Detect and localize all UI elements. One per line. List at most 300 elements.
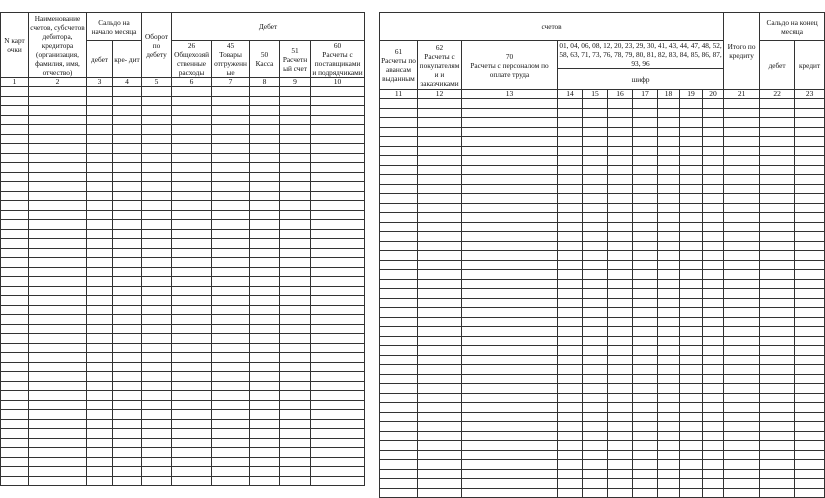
ledger-row xyxy=(380,479,825,489)
ledger-cell xyxy=(87,429,113,439)
ledger-cell xyxy=(608,365,633,375)
ledger-cell xyxy=(795,479,825,489)
accounts-group-header: счетов xyxy=(380,13,724,41)
ledger-cell xyxy=(418,251,462,261)
ledger-row xyxy=(380,422,825,432)
ledger-cell xyxy=(724,222,760,232)
ledger-cell xyxy=(380,184,418,194)
ledger-cell xyxy=(113,210,142,220)
ledger-cell xyxy=(724,355,760,365)
ledger-cell xyxy=(633,479,658,489)
ledger-cell xyxy=(633,327,658,337)
ledger-cell xyxy=(703,137,724,147)
ledger-cell xyxy=(558,232,583,242)
ledger-cell xyxy=(558,99,583,109)
ledger-cell xyxy=(462,137,558,147)
ledger-cell xyxy=(608,241,633,251)
ledger-cell xyxy=(583,412,608,422)
ledger-cell xyxy=(795,336,825,346)
ledger-cell xyxy=(250,457,280,467)
column-number: 14 xyxy=(558,90,583,99)
ledger-cell xyxy=(680,270,703,280)
ledger-cell xyxy=(608,479,633,489)
ledger-cell xyxy=(462,251,558,261)
ledger-cell xyxy=(380,213,418,223)
ledger-cell xyxy=(29,277,87,287)
ledger-cell xyxy=(212,334,250,344)
ledger-cell xyxy=(212,476,250,486)
ledger-cell xyxy=(172,96,212,106)
ledger-cell xyxy=(380,99,418,109)
ledger-cell xyxy=(113,134,142,144)
ledger-cell xyxy=(795,279,825,289)
ledger-cell xyxy=(583,336,608,346)
ledger-cell xyxy=(280,153,311,163)
ledger-cell xyxy=(87,286,113,296)
ledger-cell xyxy=(29,400,87,410)
ledger-cell xyxy=(795,194,825,204)
ledger-cell xyxy=(760,146,795,156)
ledger-cell xyxy=(418,260,462,270)
ledger-cell xyxy=(1,467,29,477)
ledger-cell xyxy=(113,125,142,135)
ledger-cell xyxy=(280,353,311,363)
ledger-cell xyxy=(703,165,724,175)
ledger-cell xyxy=(113,182,142,192)
ledger-cell xyxy=(608,175,633,185)
ledger-row xyxy=(380,213,825,223)
ledger-cell xyxy=(113,296,142,306)
ledger-cell xyxy=(462,118,558,128)
ledger-cell xyxy=(1,248,29,258)
ledger-cell xyxy=(703,99,724,109)
ledger-cell xyxy=(280,125,311,135)
ledger-cell xyxy=(658,270,680,280)
ledger-cell xyxy=(760,279,795,289)
account-45-header xyxy=(212,41,250,78)
ledger-cell xyxy=(280,296,311,306)
ledger-cell xyxy=(583,165,608,175)
ledger-cell xyxy=(212,467,250,477)
ledger-cell xyxy=(658,422,680,432)
ledger-cell xyxy=(558,251,583,261)
ledger-cell xyxy=(583,118,608,128)
ledger-cell xyxy=(280,248,311,258)
ledger-cell xyxy=(558,213,583,223)
ledger-cell xyxy=(558,460,583,470)
ledger-cell xyxy=(87,277,113,287)
ledger-cell xyxy=(311,153,365,163)
ledger-row xyxy=(380,346,825,356)
ledger-cell xyxy=(212,106,250,116)
ledger-cell xyxy=(760,99,795,109)
ledger-cell xyxy=(212,400,250,410)
account-code: 45 xyxy=(226,41,235,50)
ledger-cell xyxy=(172,106,212,116)
ledger-cell xyxy=(462,165,558,175)
ledger-cell xyxy=(212,239,250,249)
ledger-cell xyxy=(1,96,29,106)
ledger-cell xyxy=(29,381,87,391)
ledger-cell xyxy=(311,410,365,420)
ledger-cell xyxy=(311,87,365,97)
ledger-cell xyxy=(250,106,280,116)
ledger-cell xyxy=(608,165,633,175)
ledger-cell xyxy=(212,153,250,163)
ledger-cell xyxy=(703,156,724,166)
ledger-cell xyxy=(760,241,795,251)
ledger-cell xyxy=(724,146,760,156)
ledger-cell xyxy=(113,400,142,410)
ledger-cell xyxy=(703,317,724,327)
ledger-cell xyxy=(29,429,87,439)
ledger-cell xyxy=(703,346,724,356)
ledger-cell xyxy=(583,317,608,327)
ledger-cell xyxy=(29,296,87,306)
ledger-cell xyxy=(703,213,724,223)
ledger-cell xyxy=(633,365,658,375)
ledger-cell xyxy=(87,258,113,268)
ledger-cell xyxy=(583,422,608,432)
ledger-cell xyxy=(250,182,280,192)
ledger-cell xyxy=(760,194,795,204)
ledger-cell xyxy=(29,457,87,467)
ledger-row xyxy=(1,467,365,477)
ledger-cell xyxy=(680,213,703,223)
ledger-cell xyxy=(311,343,365,353)
ledger-cell xyxy=(280,286,311,296)
ledger-cell xyxy=(311,372,365,382)
ledger-cell xyxy=(608,137,633,147)
ledger-cell xyxy=(418,289,462,299)
ledger-cell xyxy=(113,362,142,372)
ledger-cell xyxy=(380,479,418,489)
ledger-cell xyxy=(608,431,633,441)
ledger-row xyxy=(1,334,365,344)
ledger-cell xyxy=(658,327,680,337)
ledger-cell xyxy=(724,108,760,118)
ledger-row xyxy=(380,441,825,451)
ledger-cell xyxy=(172,476,212,486)
ledger-cell xyxy=(172,362,212,372)
ledger-cell xyxy=(172,191,212,201)
ledger-rows-right xyxy=(380,99,825,498)
ledger-cell xyxy=(172,448,212,458)
ledger-cell xyxy=(29,324,87,334)
column-number-row xyxy=(380,90,825,99)
ledger-cell xyxy=(760,355,795,365)
ledger-cell xyxy=(212,362,250,372)
ledger-cell xyxy=(212,191,250,201)
ledger-cell xyxy=(703,270,724,280)
ledger-row xyxy=(1,381,365,391)
ledger-cell xyxy=(633,251,658,261)
ledger-cell xyxy=(724,441,760,451)
ledger-cell xyxy=(380,118,418,128)
ledger-cell xyxy=(608,203,633,213)
ledger-row xyxy=(380,127,825,137)
ledger-cell xyxy=(380,137,418,147)
ledger-cell xyxy=(142,106,172,116)
ledger-cell xyxy=(633,203,658,213)
ledger-cell xyxy=(172,248,212,258)
ledger-cell xyxy=(558,384,583,394)
ledger-cell xyxy=(703,260,724,270)
ledger-cell xyxy=(29,239,87,249)
ledger-cell xyxy=(29,163,87,173)
ledger-cell xyxy=(703,175,724,185)
ledger-cell xyxy=(680,99,703,109)
ledger-row xyxy=(1,277,365,287)
ledger-cell xyxy=(608,412,633,422)
ledger-cell xyxy=(87,419,113,429)
ledger-cell xyxy=(795,203,825,213)
ledger-cell xyxy=(380,108,418,118)
ledger-cell xyxy=(250,391,280,401)
ledger-cell xyxy=(380,279,418,289)
ledger-cell xyxy=(212,391,250,401)
ledger-cell xyxy=(658,355,680,365)
ledger-cell xyxy=(462,393,558,403)
ledger-cell xyxy=(311,448,365,458)
ledger-cell xyxy=(583,270,608,280)
ledger-cell xyxy=(29,391,87,401)
ledger-cell xyxy=(760,317,795,327)
ledger-cell xyxy=(1,429,29,439)
ledger-cell xyxy=(724,374,760,384)
ledger-cell xyxy=(418,365,462,375)
ledger-cell xyxy=(680,441,703,451)
ledger-cell xyxy=(142,220,172,230)
ledger-cell xyxy=(795,127,825,137)
ledger-cell xyxy=(380,336,418,346)
ledger-cell xyxy=(795,384,825,394)
ledger-cell xyxy=(558,298,583,308)
ledger-cell xyxy=(703,393,724,403)
ledger-cell xyxy=(280,258,311,268)
ledger-cell xyxy=(680,175,703,185)
ledger-cell xyxy=(583,279,608,289)
ledger-cell xyxy=(724,289,760,299)
account-code: 62 xyxy=(435,42,444,52)
ledger-cell xyxy=(680,260,703,270)
saldo-start-debit-header: дебет xyxy=(87,41,113,78)
ledger-cell xyxy=(462,384,558,394)
ledger-cell xyxy=(1,286,29,296)
ledger-cell xyxy=(633,308,658,318)
ledger-cell xyxy=(87,457,113,467)
ledger-cell xyxy=(724,175,760,185)
ledger-cell xyxy=(113,334,142,344)
column-number: 6 xyxy=(172,78,212,87)
ledger-cell xyxy=(212,201,250,211)
ledger-cell xyxy=(583,403,608,413)
ledger-cell xyxy=(172,229,212,239)
ledger-cell xyxy=(558,279,583,289)
ledger-cell xyxy=(280,87,311,97)
ledger-cell xyxy=(608,403,633,413)
ledger-cell xyxy=(1,277,29,287)
ledger-cell xyxy=(380,403,418,413)
ledger-cell xyxy=(658,336,680,346)
ledger-cell xyxy=(724,479,760,489)
ledger-cell xyxy=(418,441,462,451)
ledger-cell xyxy=(1,258,29,268)
ledger-cell xyxy=(142,296,172,306)
ledger-cell xyxy=(29,115,87,125)
ledger-cell xyxy=(311,125,365,135)
ledger-cell xyxy=(703,279,724,289)
ledger-cell xyxy=(795,412,825,422)
ledger-cell xyxy=(212,229,250,239)
ledger-cell xyxy=(795,213,825,223)
ledger-cell xyxy=(724,127,760,137)
ledger-cell xyxy=(633,108,658,118)
ledger-cell xyxy=(311,277,365,287)
ledger-cell xyxy=(87,296,113,306)
ledger-row xyxy=(1,125,365,135)
ledger-cell xyxy=(724,327,760,337)
ledger-cell xyxy=(703,232,724,242)
ledger-cell xyxy=(418,270,462,280)
column-number: 8 xyxy=(250,78,280,87)
ledger-cell xyxy=(311,115,365,125)
ledger-cell xyxy=(633,403,658,413)
ledger-cell xyxy=(760,308,795,318)
ledger-cell xyxy=(658,431,680,441)
ledger-cell xyxy=(760,184,795,194)
ledger-cell xyxy=(760,251,795,261)
ledger-cell xyxy=(462,336,558,346)
ledger-cell xyxy=(250,172,280,182)
ledger-cell xyxy=(142,172,172,182)
ledger-cell xyxy=(142,324,172,334)
column-number: 12 xyxy=(418,90,462,99)
ledger-cell xyxy=(280,419,311,429)
ledger-cell xyxy=(311,201,365,211)
ledger-cell xyxy=(142,229,172,239)
ledger-cell xyxy=(795,137,825,147)
ledger-cell xyxy=(608,317,633,327)
ledger-cell xyxy=(250,87,280,97)
ledger-cell xyxy=(462,479,558,489)
ledger-row xyxy=(1,153,365,163)
ledger-cell xyxy=(212,210,250,220)
ledger-cell xyxy=(583,431,608,441)
ledger-cell xyxy=(1,410,29,420)
ledger-cell xyxy=(583,298,608,308)
ledger-cell xyxy=(680,232,703,242)
ledger-cell xyxy=(87,191,113,201)
ledger-cell xyxy=(658,488,680,498)
ledger-cell xyxy=(311,191,365,201)
ledger-cell xyxy=(703,251,724,261)
ledger-cell xyxy=(703,327,724,337)
ledger-cell xyxy=(462,346,558,356)
ledger-cell xyxy=(212,277,250,287)
ledger-cell xyxy=(658,203,680,213)
ledger-cell xyxy=(795,441,825,451)
ledger-cell xyxy=(703,127,724,137)
ledger-cell xyxy=(172,210,212,220)
ledger-cell xyxy=(1,115,29,125)
ledger-cell xyxy=(280,267,311,277)
account-title: Расчеты с покупателями и заказчиками xyxy=(419,51,460,88)
ledger-cell xyxy=(680,327,703,337)
ledger-cell xyxy=(280,343,311,353)
ledger-cell xyxy=(608,108,633,118)
ledger-cell xyxy=(795,165,825,175)
ledger-cell xyxy=(212,134,250,144)
ledger-row xyxy=(380,203,825,213)
ledger-cell xyxy=(558,270,583,280)
ledger-cell xyxy=(250,315,280,325)
ledger-cell xyxy=(1,381,29,391)
ledger-cell xyxy=(558,403,583,413)
ledger-cell xyxy=(87,153,113,163)
ledger-cell xyxy=(703,108,724,118)
ledger-cell xyxy=(280,372,311,382)
ledger-row xyxy=(1,305,365,315)
ledger-cell xyxy=(703,298,724,308)
ledger-cell xyxy=(29,106,87,116)
ledger-cell xyxy=(250,267,280,277)
ledger-cell xyxy=(608,384,633,394)
ledger-cell xyxy=(29,182,87,192)
ledger-cell xyxy=(418,99,462,109)
ledger-cell xyxy=(87,448,113,458)
column-number: 11 xyxy=(380,90,418,99)
ledger-cell xyxy=(250,448,280,458)
ledger-cell xyxy=(658,374,680,384)
ledger-cell xyxy=(724,365,760,375)
ledger-cell xyxy=(1,334,29,344)
ledger-cell xyxy=(142,391,172,401)
ledger-cell xyxy=(380,298,418,308)
ledger-cell xyxy=(633,156,658,166)
ledger-cell xyxy=(280,172,311,182)
ledger-cell xyxy=(658,194,680,204)
ledger-cell xyxy=(29,305,87,315)
ledger-cell xyxy=(633,146,658,156)
ledger-cell xyxy=(380,203,418,213)
ledger-cell xyxy=(558,260,583,270)
ledger-cell xyxy=(658,384,680,394)
ledger-cell xyxy=(280,210,311,220)
ledger-cell xyxy=(558,393,583,403)
ledger-cell xyxy=(680,469,703,479)
ledger-cell xyxy=(724,431,760,441)
ledger-cell xyxy=(703,365,724,375)
ledger-cell xyxy=(558,317,583,327)
column-number: 23 xyxy=(795,90,825,99)
ledger-cell xyxy=(311,106,365,116)
ledger-cell xyxy=(311,144,365,154)
ledger-cell xyxy=(633,460,658,470)
ledger-cell xyxy=(250,277,280,287)
ledger-cell xyxy=(658,365,680,375)
ledger-cell xyxy=(583,327,608,337)
ledger-cell xyxy=(680,450,703,460)
ledger-cell xyxy=(311,315,365,325)
ledger-cell xyxy=(418,165,462,175)
ledger-cell xyxy=(87,106,113,116)
ledger-cell xyxy=(703,422,724,432)
ledger-cell xyxy=(608,374,633,384)
ledger-cell xyxy=(633,232,658,242)
account-title: Общехозяйственные расходы xyxy=(174,50,209,77)
ledger-cell xyxy=(250,400,280,410)
